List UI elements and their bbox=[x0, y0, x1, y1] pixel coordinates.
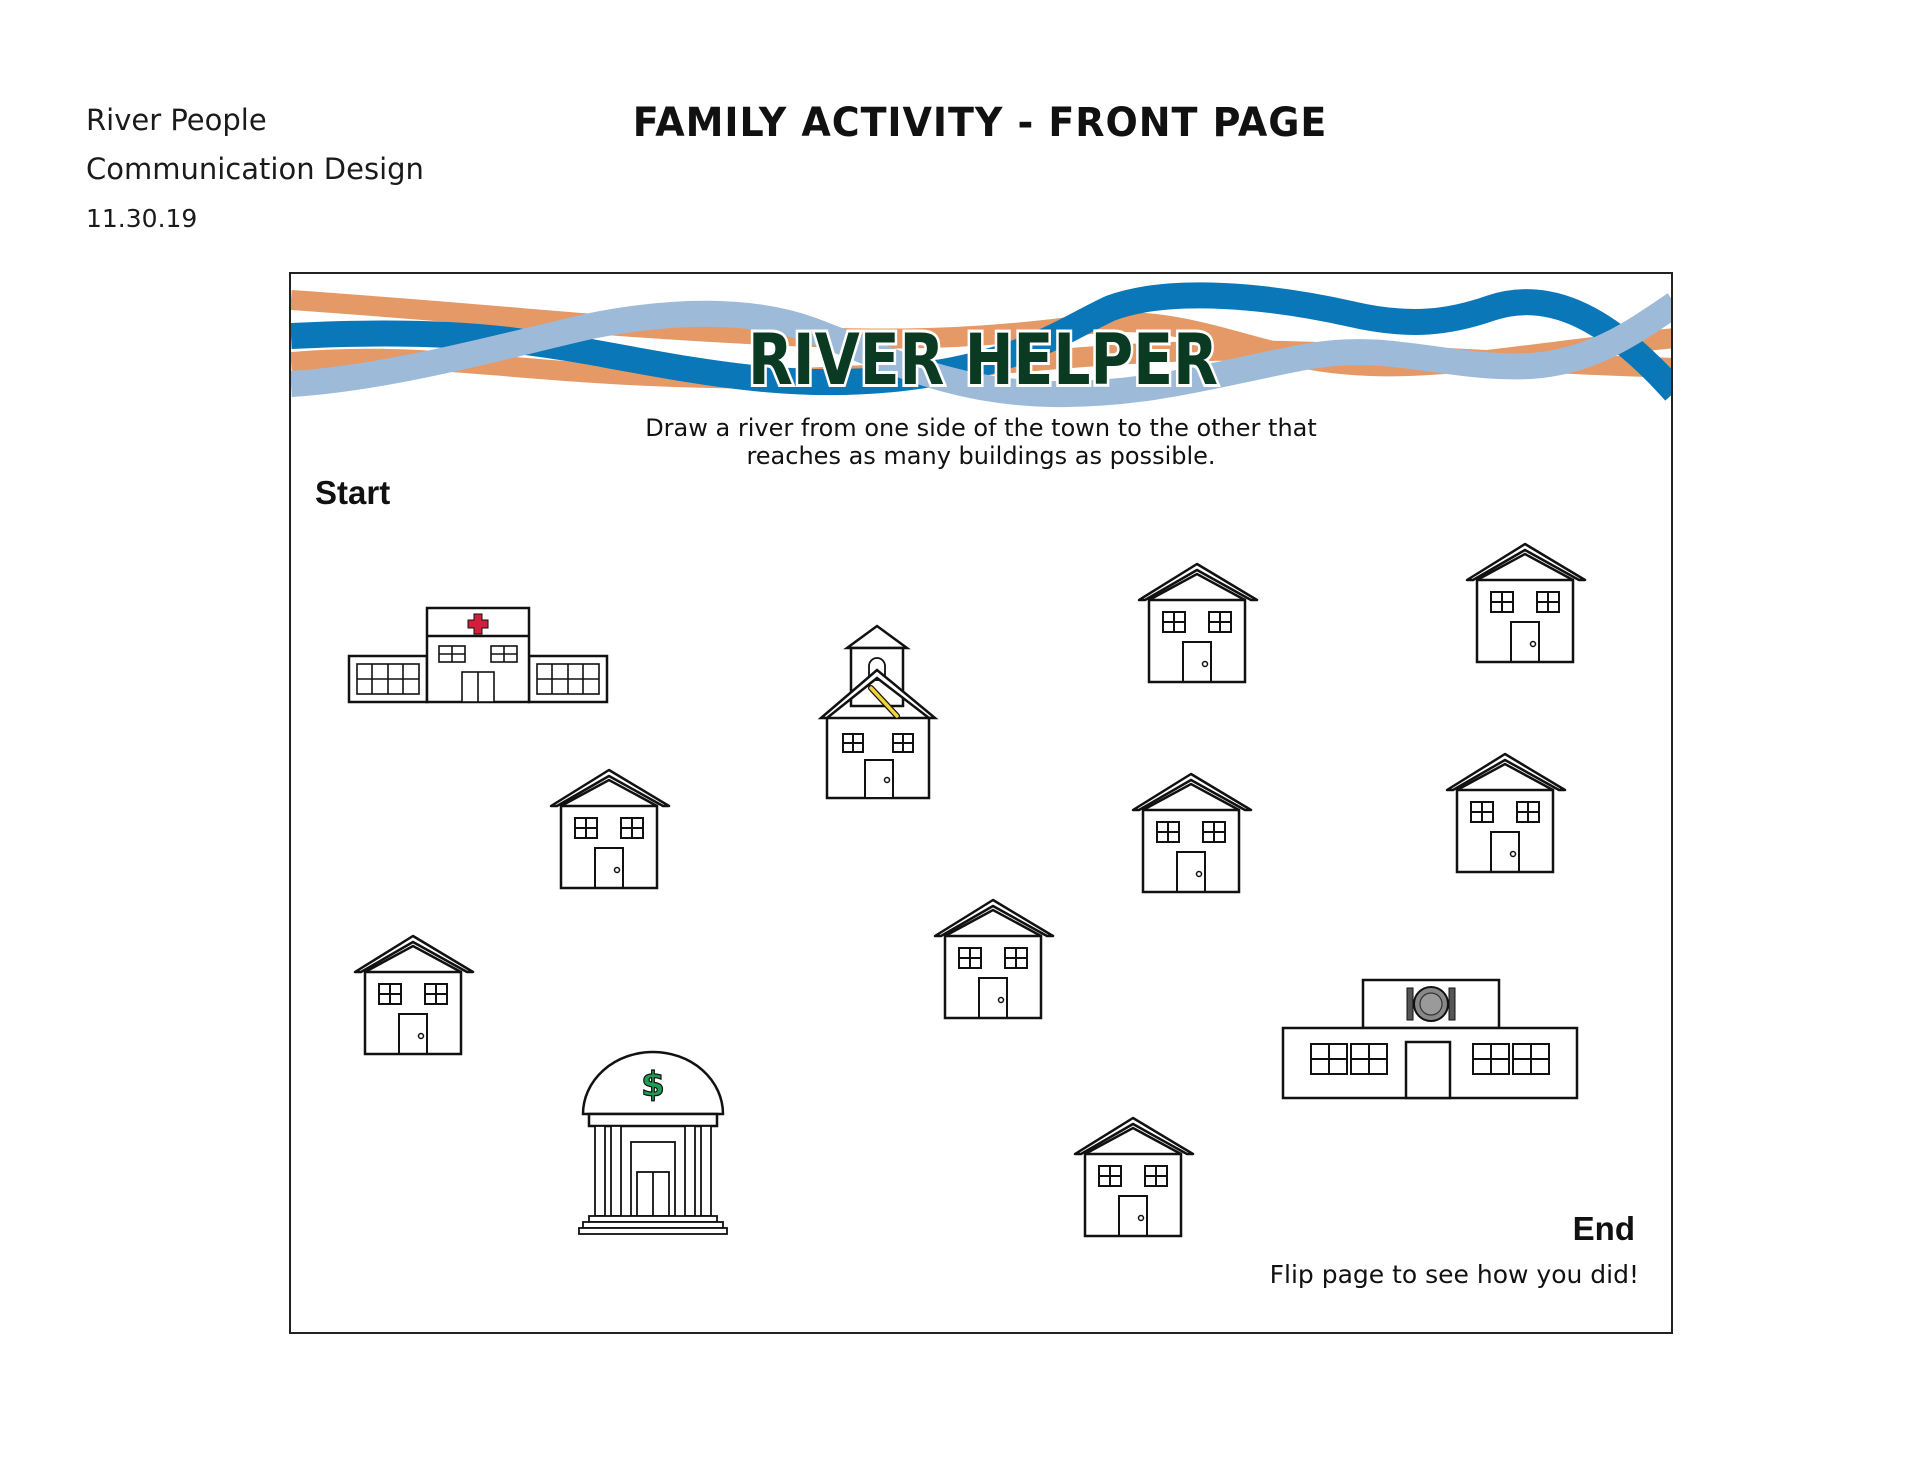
department: Communication Design bbox=[86, 152, 424, 186]
bank-icon bbox=[579, 1052, 727, 1234]
end-label: End bbox=[1572, 1210, 1635, 1247]
restaurant-icon bbox=[1283, 980, 1577, 1098]
house-icon bbox=[1133, 774, 1251, 892]
start-label: Start bbox=[315, 474, 391, 511]
activity-sheet bbox=[289, 272, 1673, 1334]
school-icon bbox=[821, 626, 935, 798]
house-icon bbox=[1075, 1118, 1193, 1236]
house-icon bbox=[1139, 564, 1257, 682]
house-icon bbox=[551, 770, 669, 888]
instructions bbox=[291, 414, 1671, 470]
flip-instruction: Flip page to see how you did! bbox=[1269, 1260, 1639, 1289]
bank-symbol: $ bbox=[641, 1065, 665, 1105]
instruction-line-1: Draw a river from one side of the town to the other that bbox=[645, 414, 1317, 442]
house-icon bbox=[935, 900, 1053, 1018]
house-icon bbox=[1467, 544, 1585, 662]
instruction-line-2: reaches as many buildings as possible. bbox=[746, 442, 1216, 470]
house-icon bbox=[1447, 754, 1565, 872]
org-name: River People bbox=[86, 103, 267, 137]
activity-title: RIVER HELPER bbox=[748, 319, 1218, 401]
house-icon bbox=[355, 936, 473, 1054]
page-title: FAMILY ACTIVITY - FRONT PAGE bbox=[632, 100, 1328, 146]
hospital-icon bbox=[349, 608, 607, 702]
date: 11.30.19 bbox=[86, 204, 198, 233]
